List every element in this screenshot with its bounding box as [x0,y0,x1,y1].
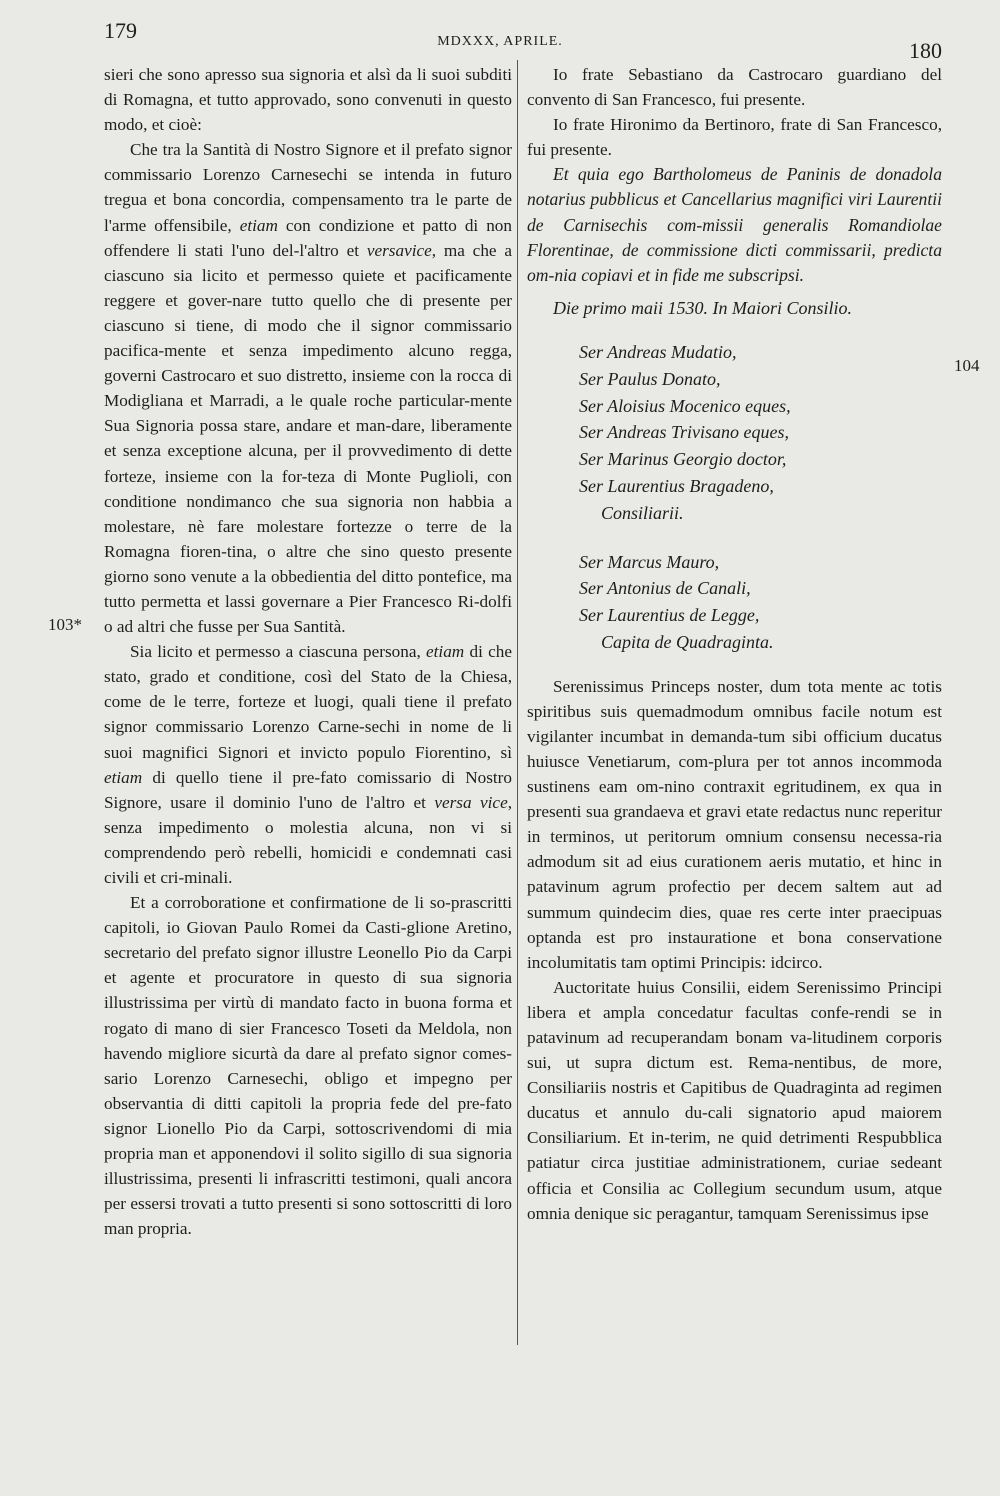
list-item: Ser Marcus Mauro, [579,551,720,572]
running-title: MDXXX, APRILE. [437,34,563,49]
list-item: Ser Andreas Mudatio, [579,341,737,362]
witness-statement-1: Io frate Sebastiano da Castrocaro guardiano del convento di San Francesco, fui presente. [527,65,942,110]
consiliarii-label: Consiliarii. [601,502,684,523]
left-paragraph-1: sieri che sono apresso sua signoria et alsì da li suoi subditi di Romagna, et tutto approvado, sono convenuti in questo modo, et cioè: [104,65,512,135]
right-paragraph-1: Serenissimus Princeps noster, dum tota mente ac totis spiritibus suis quemadmodum omnibus facile notum est vigilanter incumbat in demanda-tum sibi officium ducatus huiusce Venetiarum, com-plura per tot annos incommoda sustinens eam om-nino contraxit egritudinem, ex qua in presenti sua grandaeva et gravi etate redactus nunc reperitur in terminos, ut peritorum omnium consensu necessa-ria admodum sit ad eius curationem aeris mutatio, et hinc in patavinum agrum profectio per decem saltem aut ad summum quindecim dies, quae res certe inter praecipuas optanda est pro instauratione et bona conservatione incolumitatis tam optimi Principis: idcirco. [527,676,942,972]
left-page-number: 179 [104,18,137,43]
list-item: Ser Laurentius Bragadeno, [579,475,774,496]
left-paragraph-2: Che tra la Santità di Nostro Signore et il prefato signor commissario Lorenzo Carnesechi se intenda in futuro tregua et bona concordia, compensamento tra le parte de l'arme offensibile, etiam con condizione et patto di non offendere li stati l'uno del-l'altro et versavice, ma che a ciascuno sia licito et permesso quiete et pacificamente reggere et gover-nare tutto quello che di presente per ciascuno si tiene, di modo che il signor commissario pacifica-mente et senza impedimento alcuno regga, governi Castrocaro et suo distretto, insieme con la rocca di Modigliana et Marradi, a le quale roche particular-mente Sua Signoria possa stare, andare et man-dare, liberamente et senza exceptione alcuna, per il provvedimento di dette forteze, insieme con la for-teza di Monte Puglioli, con conditione nondimanco che sua signoria non habbia a molestare, nè fare molestare fortezze o terre de la Romagna fioren-tina, o altre che sino questo presente giorno sono venute a la obbedientia del ditto pontefice, ma tutto permetta et lassi governare a Pier Francesco Ri-dolfi o ad altri che fusse per Sua Santità. [104,140,512,637]
section-gap [527,656,942,674]
margin-number-right: 104 [954,356,980,375]
italic-term: versavice [366,240,432,260]
italic-term: etiam [239,215,278,235]
italic-term: etiam [104,767,143,787]
council-dateline: Die primo maii 1530. In Maiori Consilio. [553,297,853,318]
list-item: Ser Marinus Georgio doctor, [579,449,787,470]
list-item: Ser Paulus Donato, [579,368,721,389]
italic-term: versa vice [434,792,508,812]
left-paragraph-3: Sia licito et permesso a ciascuna persona, etiam di che stato, grado et conditione, così del Stato de la Chiesa, come de le terre, forteze et luogi, quali tiene il prefato signor commissario Lorenzo Carne-sechi in nome de li suoi magnifici Signori et invicto populo Fiorentino, sì etiam di quello tiene il pre-fato comissario di Nostro Signore, usare il dominio l'uno de l'altro et versa vice, senza impedimento o molestia alcuna, non vi si comprendendo però rebelli, homicidi e condemnati casi civili et cri-minali. [104,642,512,887]
left-column [104,62,512,1241]
right-column [527,62,942,1226]
capita-label: Capita de Quadraginta. [601,631,774,652]
right-paragraph-2: Auctoritate huius Consilii, eidem Serenissimo Principi libera et ampla concedatur facultas confe-rendi se in patavinum ad recuperandam bonam va-litudinem corporis sui, ut supra dictum est. Rema-nentibus, de more, Consiliariis nostris et Capitibus de Quadraginta ad regimen ducatus et annulo du-cali signatorio apud maiorem Consiliarium. Et in-terim, ne quid detrimenti Respubblica patiatur circa justitiae administrationem, curiae sedeant officia et Consilia ac Collegium secundum usum, atque omnia denique sic peragantur, tamquam Serenissimus ipse [527,977,942,1223]
consiliarii-list [579,339,942,656]
right-page-number: 180 [909,38,942,63]
witness-statement-2: Io frate Hironimo da Bertinoro, frate di San Francesco, fui presente. [527,115,942,160]
list-gap [579,527,942,549]
list-item: Ser Laurentius de Legge, [579,605,760,626]
list-item: Ser Andreas Trivisano eques, [579,422,789,443]
left-paragraph-4: Et a corroboratione et confirmatione de li so-prascritti capitoli, io Giovan Paulo Romei da Casti-glione Aretino, secretario del prefato signor illustre Leonello Pio da Carpi et agente et procuratore in questo di sua signoria illustrissima per virtù di mandato facto in buona forma et rogato di mano di sier Francesco Toseti da Meldola, non havendo migliore sicurtà da dare al prefato signor comes-sario Lorenzo Carnesechi, obligo et impegno per observantia di ditti capitoli la propria fede del pre-fato signor Lionello Pio da Carpi, sottoscrivendomi di mia propria man et apponendovi il solito sigillo di sua signoria illustrissima, presenti li infrascritti testimoni, quali ancora per essersi trovati a tutto presenti si sono sottoscritti di loro man propria. [104,893,512,1239]
margin-number-left: 103* [48,615,82,634]
column-divider [517,60,518,1345]
list-item: Ser Aloisius Mocenico eques, [579,395,791,416]
list-item: Ser Antonius de Canali, [579,578,751,599]
italic-term: etiam [426,642,465,662]
notary-attestation: Et quia ego Bartholomeus de Paninis de donadola notarius pubblicus et Cancellarius magnifici viri Laurentii de Carnisechis com-missii generalis Romandiolae Florentinae, de commissione dicti commissarii, predicta om-nia copiavi et in fide me subscripsi. [527,164,942,285]
